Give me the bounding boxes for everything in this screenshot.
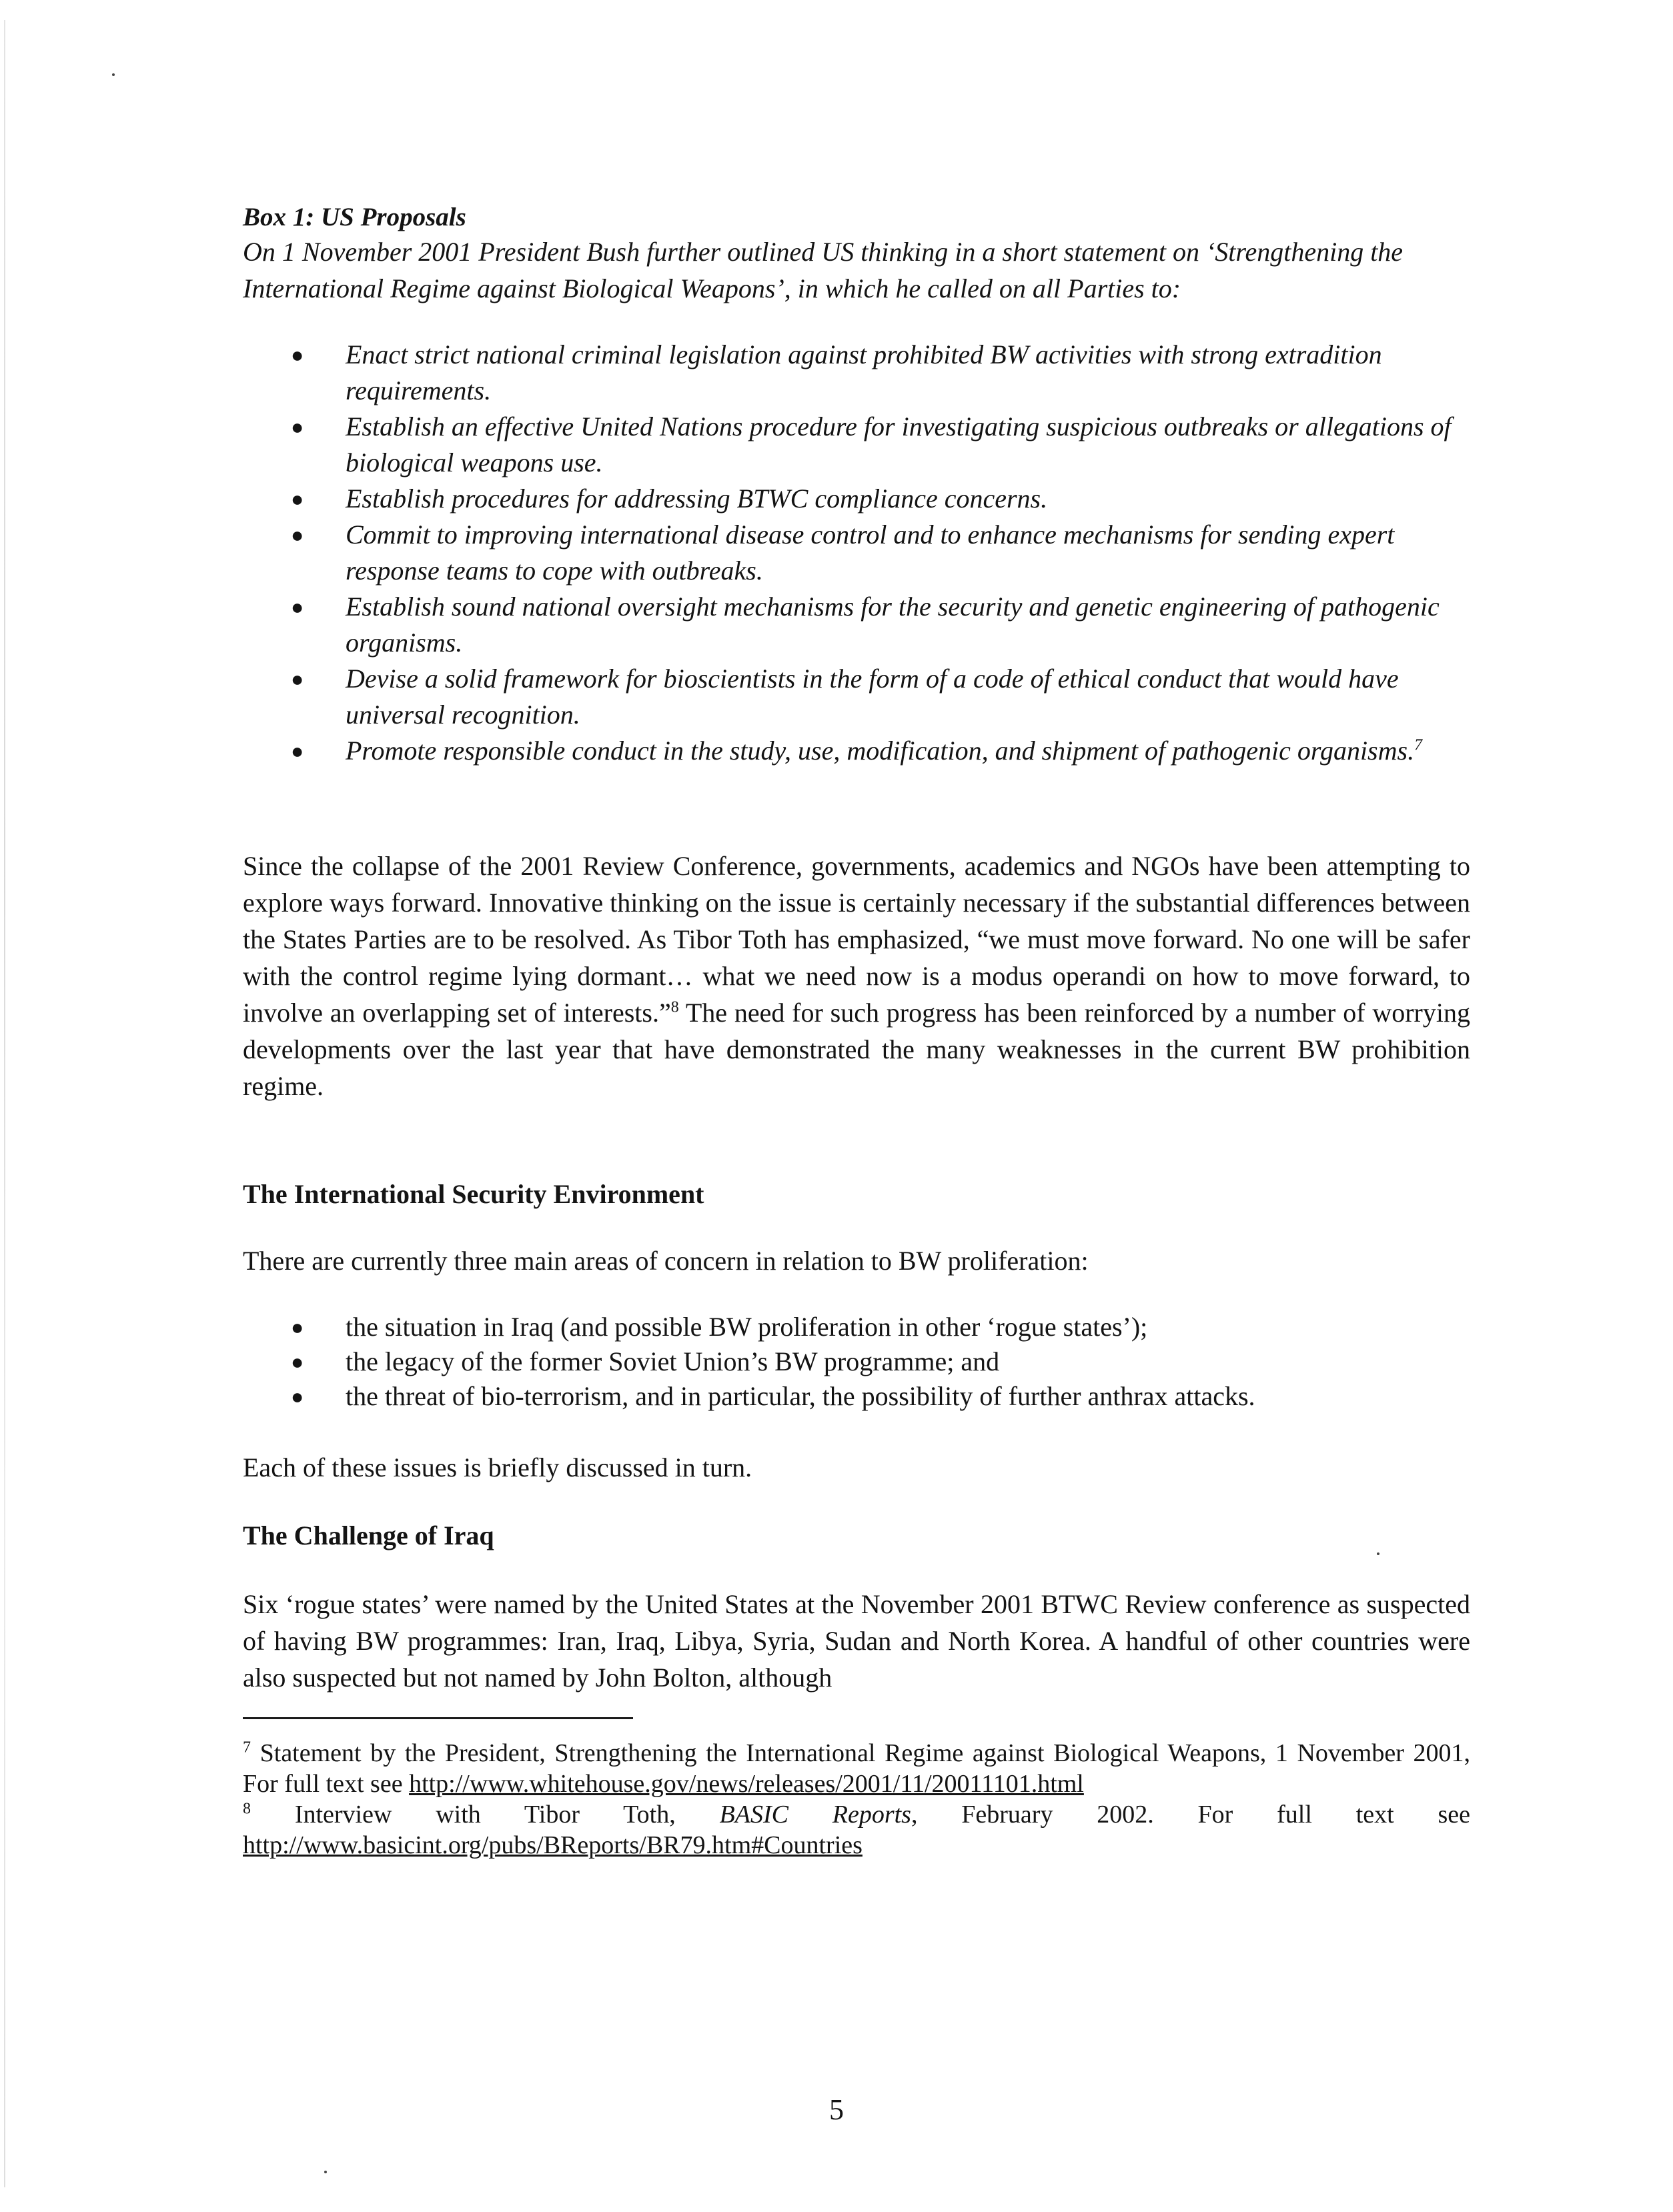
scan-edge — [4, 20, 5, 2187]
bullet-icon: ● — [291, 1315, 304, 1339]
page-number: 5 — [829, 2093, 844, 2126]
footnote-ref: 7 — [1414, 736, 1423, 754]
concern-list — [243, 1310, 1470, 1414]
scan-speck — [112, 73, 115, 76]
footnote-number: 8 — [243, 1800, 251, 1818]
section-heading: The International Security Environment — [243, 1179, 704, 1209]
footnotes — [243, 1738, 1470, 1861]
proposal-item: ● Establish an effective United Nations procedure for investigating suspicious outbreaks or allegations of biological weapons use. — [243, 409, 1470, 481]
concern-item: ● the legacy of the former Soviet Union’s BW programme; and — [243, 1344, 1470, 1379]
scan-speck — [1377, 1552, 1379, 1555]
proposal-list — [243, 337, 1470, 769]
footnote-ref: 8 — [670, 998, 679, 1016]
footnote-link[interactable]: http://www.whitehouse.gov/news/releases/2001/11/20011101.html — [409, 1770, 1084, 1798]
bullet-icon: ● — [291, 739, 304, 763]
bullet-icon: ● — [291, 487, 304, 511]
footnote-link[interactable]: http://www.basicint.org/pubs/BReports/BR79.htm#Countries — [243, 1831, 863, 1859]
footnote-continuation — [243, 1830, 1470, 1861]
bullet-icon: ● — [291, 523, 304, 547]
us-proposals-box — [243, 201, 1470, 769]
bullet-icon: ● — [291, 667, 304, 691]
bullet-icon: ● — [291, 343, 304, 367]
body-paragraph: Each of these issues is briefly discussed in turn. — [243, 1452, 752, 1482]
footnote: $^8$ Interview with Tibor Toth, BASIC Reports, February 2002. For full text see — [243, 1800, 1471, 1829]
box-intro: On 1 November 2001 President Bush further outlined US thinking in a short statement on ‘Strengthening the International Regime against Biological Weapons’, in which he called on all Parties to: — [243, 237, 1404, 303]
concern-item: ● the situation in Iraq (and possible BW proliferation in other ‘rogue states’); — [243, 1310, 1470, 1344]
page-content — [243, 201, 1470, 1861]
proposal-item: ● Establish procedures for addressing BTWC compliance concerns. — [243, 481, 1470, 517]
proposal-item: ● Promote responsible conduct in the study, use, modification, and shipment of pathogenic organisms.$^7$ — [243, 733, 1470, 769]
section-intro: There are currently three main areas of concern in relation to BW proliferation: — [243, 1246, 1089, 1276]
scan-speck — [324, 2171, 327, 2173]
proposal-item: ● Devise a solid framework for bioscientists in the form of a code of ethical conduct that would have universal recognition. — [243, 661, 1470, 733]
bullet-icon: ● — [291, 1350, 304, 1374]
footnote-number: 7 — [243, 1739, 251, 1757]
footnote-divider — [243, 1717, 633, 1719]
bullet-icon: ● — [291, 415, 304, 439]
concern-item: ● the threat of bio-terrorism, and in particular, the possibility of further anthrax attacks. — [243, 1379, 1470, 1414]
bullet-icon: ● — [291, 595, 304, 619]
proposal-item: ● Commit to improving international disease control and to enhance mechanisms for sending expert response teams to cope with outbreaks. — [243, 517, 1470, 589]
body-paragraph: Six ‘rogue states’ were named by the United States at the November 2001 BTWC Review conference as suspected of having BW programmes: Iran, Iraq, Libya, Syria, Sudan and North Korea. A handful of other countries were also suspected but not named by John Bolton, although — [243, 1589, 1470, 1693]
body-paragraph: Since the collapse of the 2001 Review Conference, governments, academics and NGOs have been attempting to explore ways forward. Innovative thinking on the issue is certainly necessary if the substantial differences between the States Parties are to be resolved. As Tibor Toth has emphasized, “we must move forward. No one will be safer with the control regime lying dormant… what we need now is a modus operandi on how to move forward, to involve an overlapping set of interests.”$^8$ The need for such progress has been reinforced by a number of worrying developments over the last year that have demonstrated the many weaknesses in the current BW prohibition regime. — [243, 851, 1470, 1101]
proposal-item: ● Enact strict national criminal legislation against prohibited BW activities with strong extradition requirements. — [243, 337, 1470, 409]
bullet-icon: ● — [291, 1384, 304, 1408]
proposal-item: ● Establish sound national oversight mechanisms for the security and genetic engineering of pathogenic organisms. — [243, 589, 1470, 661]
box-title: Box 1: US Proposals — [243, 203, 466, 231]
footnote: $^7$ Statement by the President, Strengthening the International Regime against Biological Weapons, 1 November 2001, For full text see http://www.whitehouse.gov/news/releases/2001/11/20011101.html — [243, 1739, 1470, 1798]
section-heading: The Challenge of Iraq — [243, 1520, 494, 1550]
